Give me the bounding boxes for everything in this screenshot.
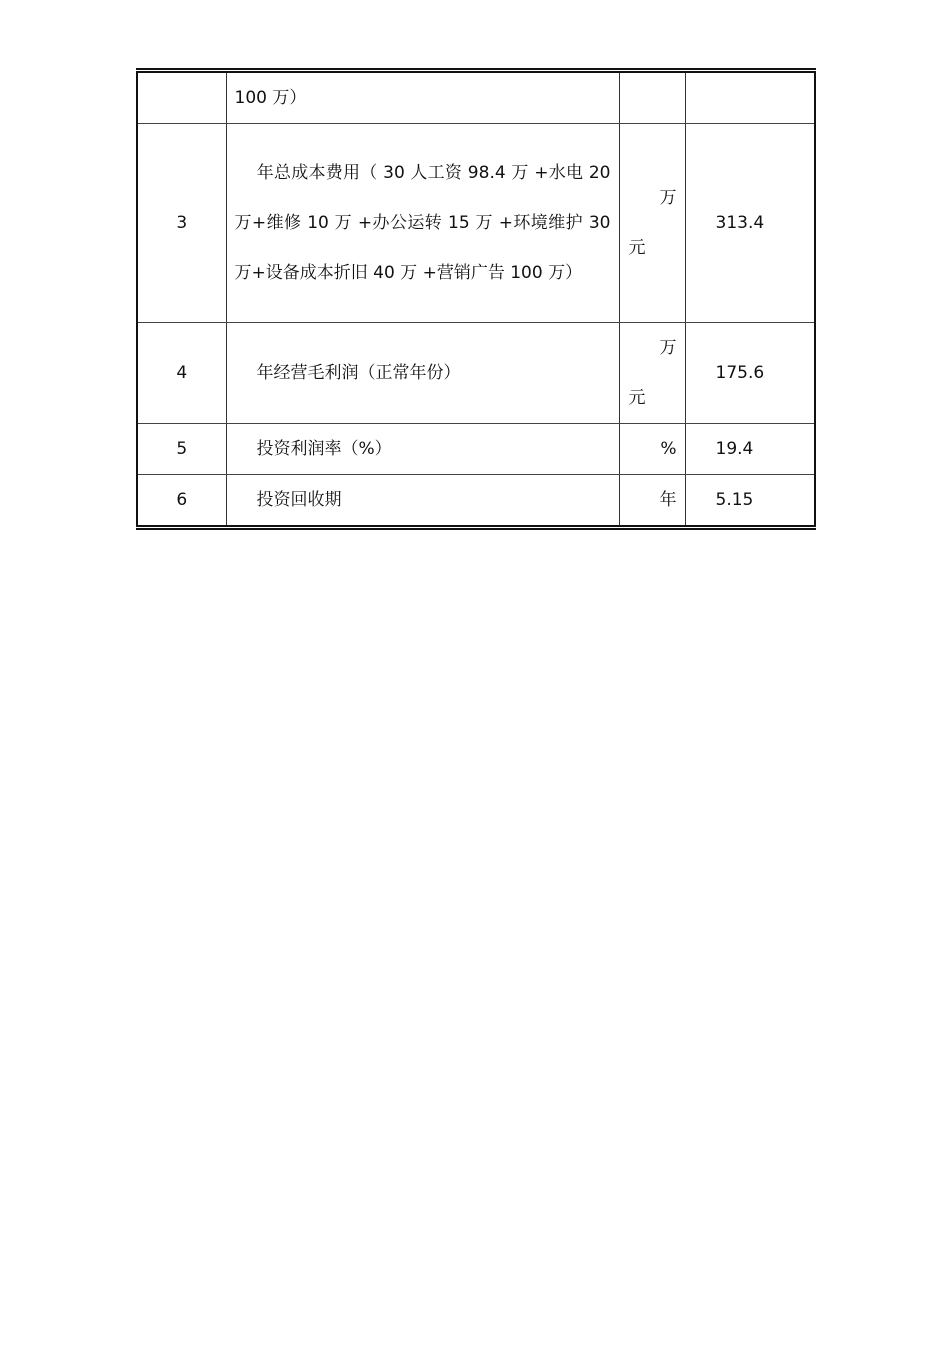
table-row <box>137 475 815 528</box>
unit-line-2: 元 <box>628 238 646 258</box>
unit-cell: 年 <box>619 475 685 528</box>
item-description-cell <box>226 424 619 475</box>
value-cell: 5.15 <box>685 475 815 528</box>
unit-line-2: 元 <box>628 388 646 408</box>
unit-cell: % <box>619 424 685 475</box>
value-cell: 175.6 <box>685 323 815 424</box>
table-row <box>137 323 815 424</box>
row-number-cell: 6 <box>137 475 226 528</box>
item-description-cell: 100 万） <box>226 71 619 124</box>
unit-line-1: 万 <box>659 188 677 208</box>
value-cell: 313.4 <box>685 124 815 323</box>
unit-cell <box>619 124 685 323</box>
unit-cell <box>619 323 685 424</box>
table-row <box>137 124 815 323</box>
item-description-text: 投资回收期 <box>256 490 342 510</box>
item-description-cell <box>226 475 619 528</box>
item-description-text: 年经营毛利润（正常年份） <box>256 363 461 383</box>
item-description-cell <box>226 323 619 424</box>
unit-line-1: 万 <box>659 338 677 358</box>
value-cell: 19.4 <box>685 424 815 475</box>
item-description-text: 年总成本费用（ 30 人工资 98.4 万 +水电 20 万+维修 10 万 +办公运转 15 万 +环境维护 30 万+设备成本折旧 40 万 +营销广告 100 万） <box>234 163 611 283</box>
item-description-text: 投资利润率（%） <box>256 439 392 459</box>
table-row <box>137 71 815 124</box>
table-row <box>137 424 815 475</box>
document-page <box>136 68 814 530</box>
value-cell <box>685 71 815 124</box>
unit-cell <box>619 71 685 124</box>
item-description-cell <box>226 124 619 323</box>
row-number-cell: 4 <box>137 323 226 424</box>
row-number-cell: 5 <box>137 424 226 475</box>
row-number-cell <box>137 71 226 124</box>
row-number-cell: 3 <box>137 124 226 323</box>
investment-summary-table <box>136 68 816 530</box>
